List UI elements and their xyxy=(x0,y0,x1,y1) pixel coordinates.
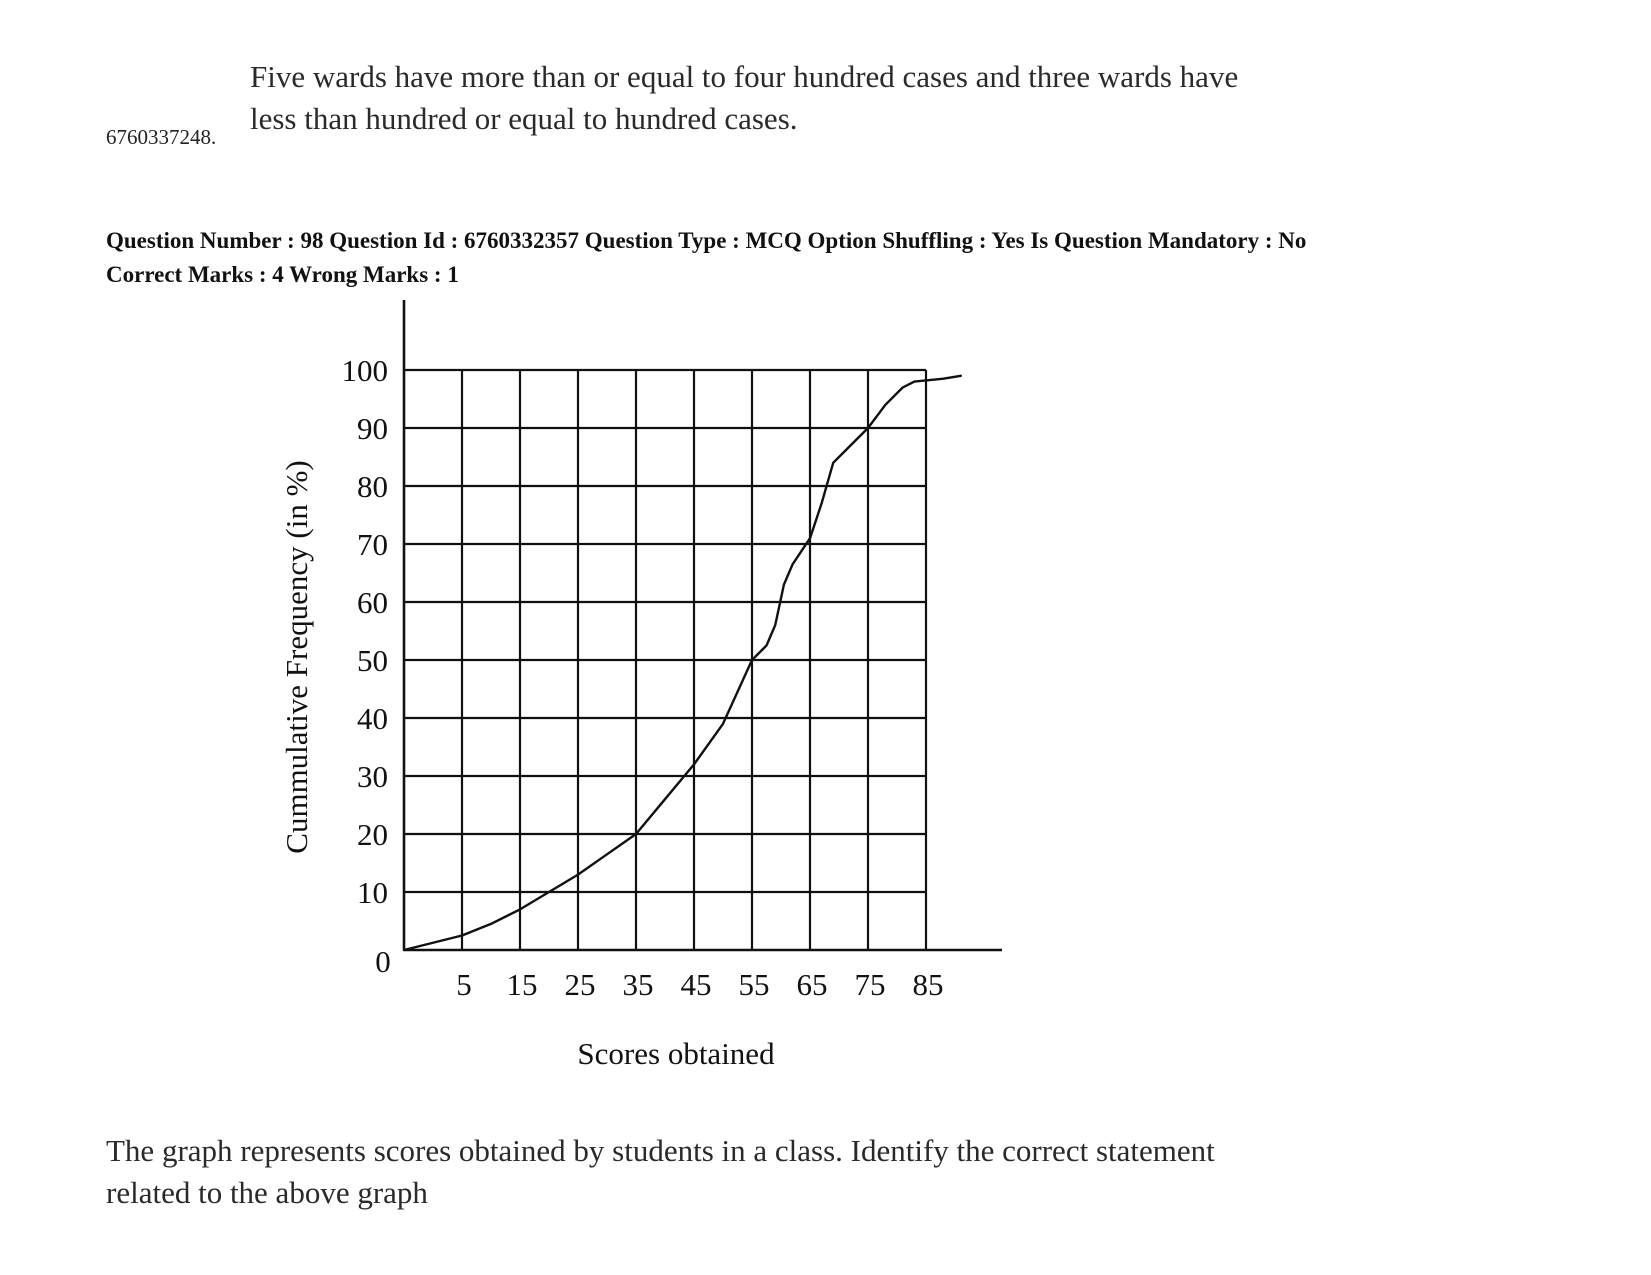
chart-grid xyxy=(404,370,926,950)
option-id: 6760337248. xyxy=(106,125,217,149)
y-tick-label: 10 xyxy=(357,875,388,910)
y-tick-label: 30 xyxy=(357,759,388,794)
question-stem: The graph represents scores obtained by students in a class. Identify the correct statement related to the above graph xyxy=(106,1133,1215,1210)
x-tick-label: 15 xyxy=(506,967,538,1002)
y-tick-label: 60 xyxy=(357,585,388,620)
y-tick-label: 80 xyxy=(357,469,388,504)
y-tick-label: 40 xyxy=(357,701,388,736)
question-meta-line-2: Correct Marks : 4 Wrong Marks : 1 xyxy=(106,262,459,287)
y-tick-label: 100 xyxy=(341,353,388,388)
y-tick-label: 90 xyxy=(357,411,388,446)
x-tick-label: 45 xyxy=(680,967,712,1002)
x-tick-label: 85 xyxy=(912,967,944,1002)
y-tick-label: 50 xyxy=(357,643,388,678)
option-text: Five wards have more than or equal to four hundred cases and three wards have less than hundred or equal to hundred cases. xyxy=(250,59,1239,136)
origin-label: 0 xyxy=(375,944,391,979)
question-meta-line-1: Question Number : 98 Question Id : 6760332357 Question Type : MCQ Option Shuffling : Yes Is Question Mandatory : No xyxy=(106,228,1307,253)
y-axis-title: Cummulative Frequency (in %) xyxy=(279,460,314,854)
x-tick-label: 25 xyxy=(564,967,596,1002)
x-tick-label: 75 xyxy=(854,967,886,1002)
chart-curve xyxy=(404,376,961,950)
x-axis-title: Scores obtained xyxy=(577,1036,775,1071)
x-tick-label: 35 xyxy=(622,967,654,1002)
x-tick-label: 55 xyxy=(738,967,770,1002)
chart-tick-labels xyxy=(342,353,944,1002)
x-tick-label: 65 xyxy=(796,967,828,1002)
cumulative-frequency-curve xyxy=(404,376,961,950)
y-tick-label: 70 xyxy=(357,527,388,562)
chart-axes xyxy=(404,300,1002,950)
x-tick-label: 5 xyxy=(456,967,472,1002)
y-tick-label: 20 xyxy=(357,817,388,852)
